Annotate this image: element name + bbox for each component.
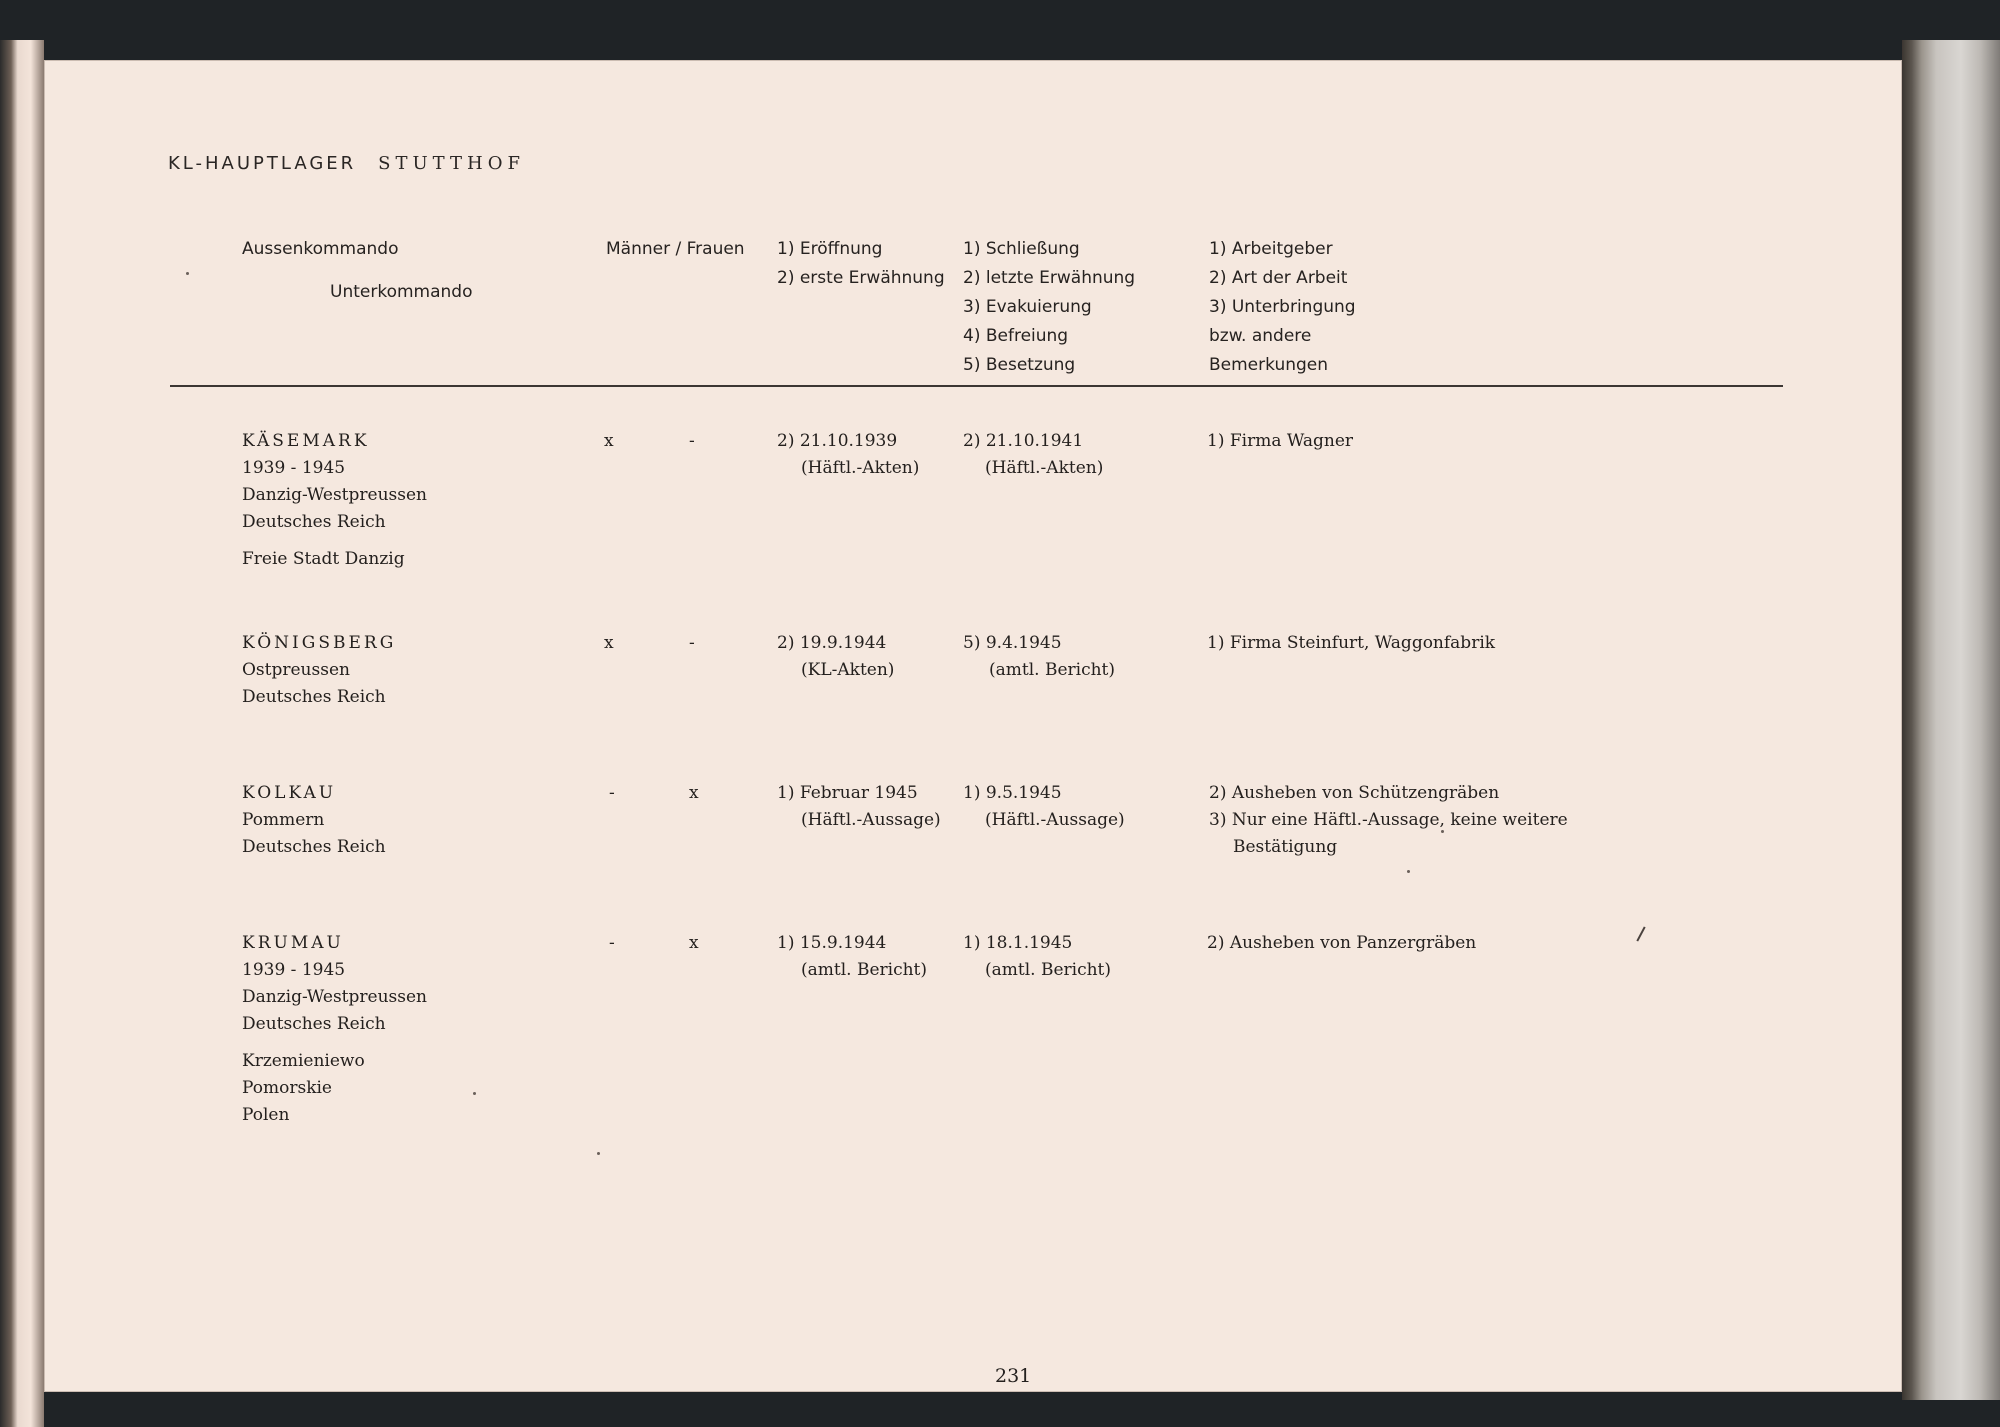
paper-speck <box>473 1092 476 1095</box>
entry-location-kaesemark <box>242 428 427 573</box>
entry-date: 1) 15.9.1944 <box>777 933 887 953</box>
pencil-mark <box>1636 926 1645 941</box>
book-page-edges-right <box>1902 40 2000 1400</box>
header-line: 1) Arbeitgeber <box>1209 239 1333 259</box>
entry-remark: 1) Firma Wagner <box>1207 431 1354 451</box>
header-line: 3) Evakuierung <box>963 297 1092 317</box>
header-line: Bemerkungen <box>1209 355 1329 375</box>
entry-women: x <box>689 933 699 953</box>
header-line: 3) Unterbringung <box>1209 297 1356 317</box>
header-line: 5) Besetzung <box>963 355 1076 375</box>
page-number: 231 <box>995 1365 1032 1387</box>
entry-source: (Häftl.-Akten) <box>801 458 920 478</box>
header-aussenkommando: Aussenkommando <box>242 239 399 259</box>
header-line: 2) erste Erwähnung <box>777 268 945 288</box>
entry-remark: 1) Firma Steinfurt, Waggonfabrik <box>1207 633 1496 653</box>
entry-line: Deutsches Reich <box>242 687 386 707</box>
entry-opened <box>777 780 941 834</box>
header-unterkommando: Unterkommando <box>330 282 473 302</box>
entry-men: - <box>609 783 615 803</box>
entry-opened <box>777 428 919 482</box>
paper-speck <box>1441 830 1444 833</box>
header-col-closing <box>963 235 1135 380</box>
entry-place: KRUMAU <box>242 933 344 953</box>
entry-opened <box>777 930 927 984</box>
running-head-subtitle: STUTTHOF <box>378 153 525 174</box>
entry-line: Freie Stadt Danzig <box>242 549 405 569</box>
header-line: bzw. andere <box>1209 326 1312 346</box>
entry-line: 1939 - 1945 <box>242 458 346 478</box>
entry-location-krumau <box>242 930 427 1129</box>
book-spine-left <box>0 40 44 1427</box>
entry-men: x <box>604 431 614 451</box>
entry-remark: 2) Ausheben von Schützengräben <box>1209 783 1500 803</box>
header-col-remarks <box>1209 235 1356 380</box>
entry-date: 2) 21.10.1941 <box>963 431 1084 451</box>
entry-source: (amtl. Bericht) <box>801 960 928 980</box>
entry-line: Pommern <box>242 810 325 830</box>
entry-date: 5) 9.4.1945 <box>963 633 1062 653</box>
header-col-opening <box>777 235 945 293</box>
entry-date: 1) 9.5.1945 <box>963 783 1062 803</box>
entry-women: - <box>689 431 695 451</box>
entry-location-koenigsberg <box>242 630 396 711</box>
paper-speck <box>597 1152 600 1155</box>
entry-line: 1939 - 1945 <box>242 960 346 980</box>
entry-remark: 3) Nur eine Häftl.-Aussage, keine weitere <box>1209 810 1568 830</box>
header-line: 2) letzte Erwähnung <box>963 268 1136 288</box>
running-head <box>168 153 525 174</box>
entry-source: (Häftl.-Aussage) <box>985 810 1125 830</box>
paper-speck <box>186 272 189 275</box>
entry-line: Deutsches Reich <box>242 837 386 857</box>
header-line: 2) Art der Arbeit <box>1209 268 1348 288</box>
entry-line: Danzig-Westpreussen <box>242 485 427 505</box>
entry-date: 2) 21.10.1939 <box>777 431 898 451</box>
entry-date: 2) 19.9.1944 <box>777 633 887 653</box>
entry-source: (amtl. Bericht) <box>989 660 1116 680</box>
entry-remarks <box>1207 930 1476 957</box>
entry-remarks <box>1209 780 1568 861</box>
entry-location-kolkau <box>242 780 386 861</box>
entry-date: 1) Februar 1945 <box>777 783 918 803</box>
entry-line: Ostpreussen <box>242 660 350 680</box>
entry-women: - <box>689 633 695 653</box>
entry-line: Deutsches Reich <box>242 1014 386 1034</box>
entry-women: x <box>689 783 699 803</box>
entry-remarks <box>1207 428 1353 455</box>
entry-remarks <box>1207 630 1495 657</box>
entry-men: - <box>609 933 615 953</box>
entry-date: 1) 18.1.1945 <box>963 933 1073 953</box>
entry-source: (Häftl.-Aussage) <box>801 810 941 830</box>
entry-place: KOLKAU <box>242 783 337 803</box>
entry-place: KÖNIGSBERG <box>242 633 397 653</box>
book-page <box>44 60 1902 1392</box>
entry-opened <box>777 630 894 684</box>
header-line: 4) Befreiung <box>963 326 1069 346</box>
header-rule <box>170 385 1783 387</box>
running-head-title: KL-HAUPTLAGER <box>168 153 357 174</box>
entry-closed <box>963 428 1103 482</box>
entry-source: (amtl. Bericht) <box>985 960 1112 980</box>
entry-line: Polen <box>242 1105 290 1125</box>
entry-line: Deutsches Reich <box>242 512 386 532</box>
entry-place: KÄSEMARK <box>242 431 370 451</box>
entry-remark: 2) Ausheben von Panzergräben <box>1207 933 1477 953</box>
entry-closed <box>963 930 1111 984</box>
entry-line: Pomorskie <box>242 1078 332 1098</box>
entry-source: (Häftl.-Akten) <box>985 458 1104 478</box>
header-line: 1) Eröffnung <box>777 239 883 259</box>
entry-source: (KL-Akten) <box>801 660 895 680</box>
entry-line: Danzig-Westpreussen <box>242 987 427 1007</box>
header-line: 1) Schließung <box>963 239 1080 259</box>
entry-closed <box>963 780 1125 834</box>
header-maenner-frauen: Männer / Frauen <box>606 239 745 259</box>
entry-remark: Bestätigung <box>1233 837 1338 857</box>
paper-speck <box>1407 870 1410 873</box>
entry-men: x <box>604 633 614 653</box>
entry-line: Krzemieniewo <box>242 1051 365 1071</box>
entry-closed <box>963 630 1115 684</box>
